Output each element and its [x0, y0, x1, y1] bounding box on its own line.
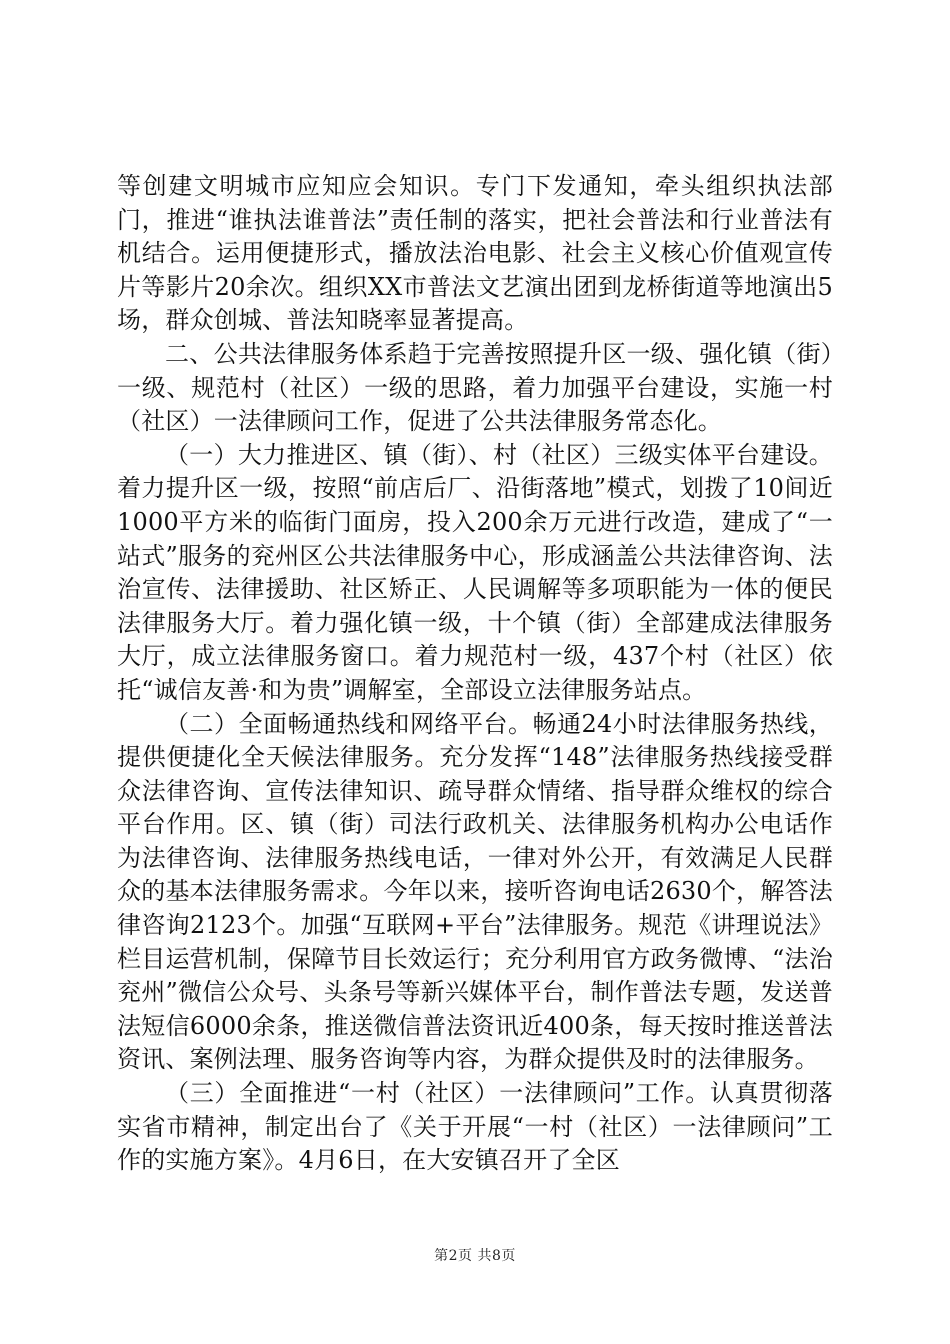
paragraph-section-two: 二、公共法律服务体系趋于完善按照提升区一级、强化镇（街）一级、规范村（社区）一级的思路，着力加强平台建设，实施一村（社区）一法律顾问工作，促进了公共法律服务常态化。 [117, 339, 833, 436]
paragraph-continuation: 等创建文明城市应知应会知识。专门下发通知，牵头组织执法部门，推进“谁执法谁普法”责任制的落实，把社会普法和行业普法有机结合。运用便捷形式，播放法治电影、社会主义核心价值观宣传片等影片20余次。组织XX市普法文艺演出团到龙桥街道等地演出5场，群众创城、普法知晓率显著提高。 [117, 172, 833, 335]
page-number: 第2页 共8页 [434, 1248, 516, 1264]
paragraph-subsection-one: （一）大力推进区、镇（街）、村（社区）三级实体平台建设。着力提升区一级，按照“前店后厂、沿街落地”模式，划拨了10间近1000平方米的临街门面房，投入200余万元进行改造，建成了“一站式”服务的兖州区公共法律服务中心，形成涵盖公共法律咨询、法治宣传、法律援助、社区矫正、人民调解等多项职能为一体的便民法律服务大厅。着力强化镇一级，十个镇（街）全部建成法律服务大厅，成立法律服务窗口。着力规范村一级，437个村（社区）依托“诚信友善·和为贵”调解室，全部设立法律服务站点。 [117, 440, 833, 704]
page-footer [0, 1245, 950, 1265]
paragraph-subsection-two: （二）全面畅通热线和网络平台。畅通24小时法律服务热线，提供便捷化全天候法律服务。充分发挥“148”法律服务热线接受群众法律咨询、宣传法律知识、疏导群众情绪、指导群众维权的综合平台作用。区、镇（街）司法行政机关、法律服务机构办公电话作为法律咨询、法律服务热线电话，一律对外公开，有效满足人民群众的基本法律服务需求。今年以来，接听咨询电话2630个，解答法律咨询2123个。加强“互联网+平台”法律服务。规范《讲理说法》栏目运营机制，保障节目长效运行；充分利用官方政务微博、“法治兖州”微信公众号、头条号等新兴媒体平台，制作普法专题，发送普法短信6000余条，推送微信普法资讯近400条，每天按时推送普法资讯、案例法理、服务咨询等内容，为群众提供及时的法律服务。 [117, 709, 833, 1074]
document-body [117, 170, 833, 1178]
paragraph-subsection-three: （三）全面推进“一村（社区）一法律顾问”工作。认真贯彻落实省市精神，制定出台了《关于开展“一村（社区）一法律顾问”工作的实施方案》。4月6日，在大安镇召开了全区 [117, 1079, 833, 1175]
